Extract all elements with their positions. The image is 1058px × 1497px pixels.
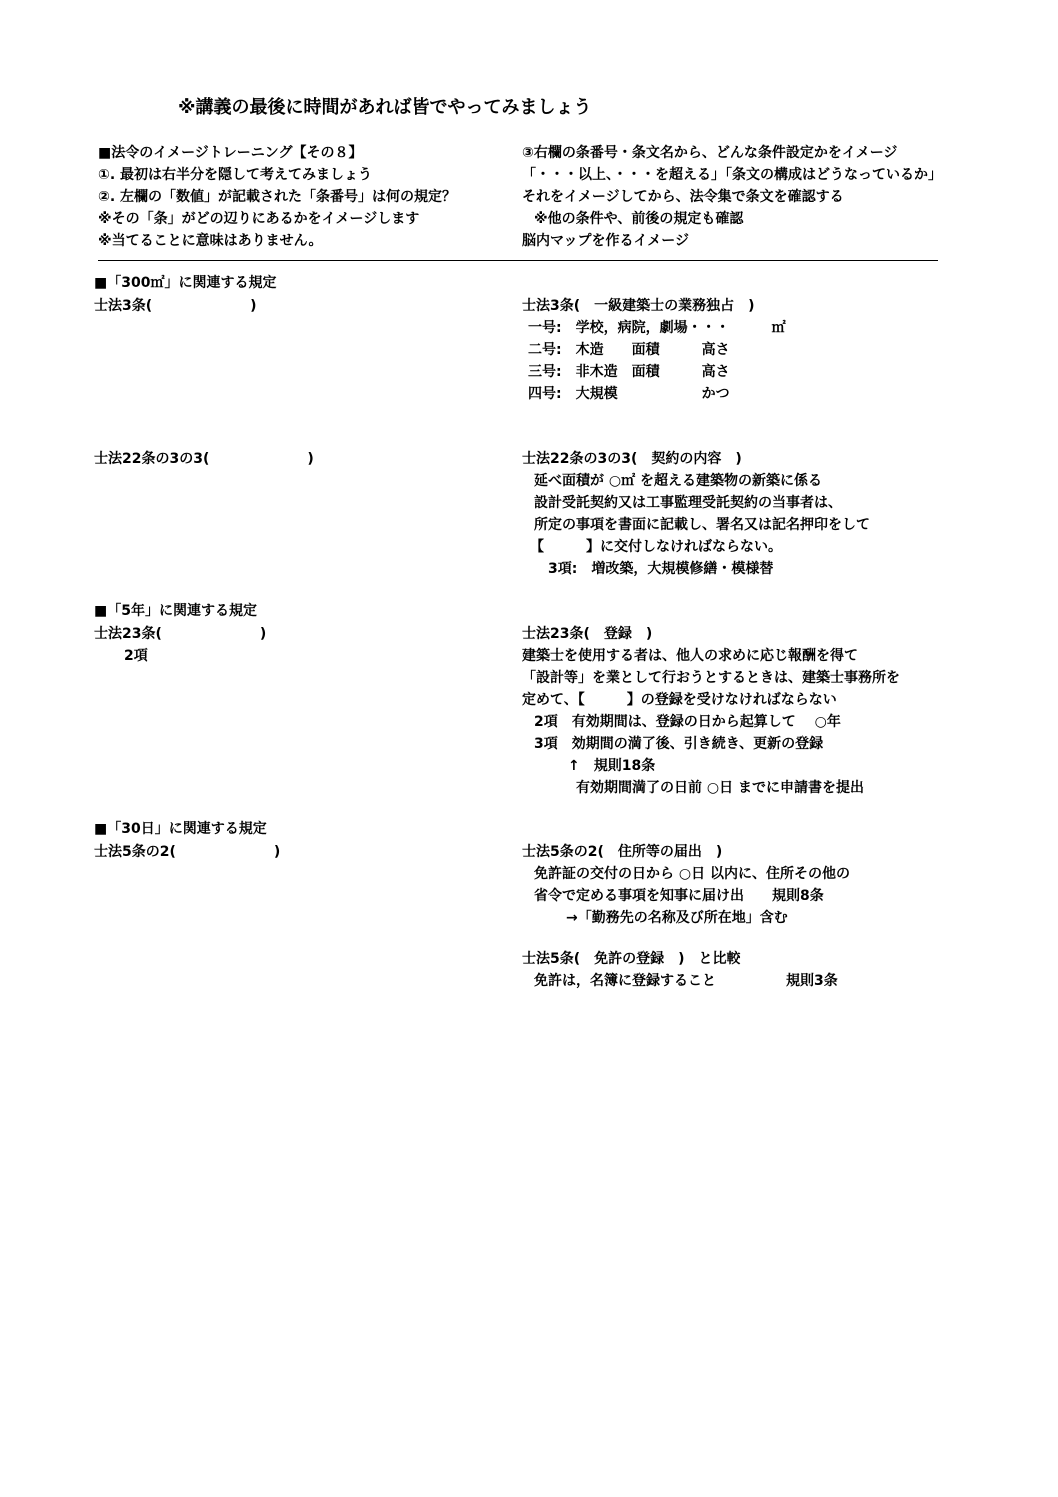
answer-line: 免許は，名簿に登録すること 規則3条 [534,973,838,989]
answer-title-shiho-5: 士法5条( 免許の登録 ) と比較 [522,951,741,967]
answer-line: 三号: 非木造 面積 高さ [528,364,730,380]
answer-line: →「勤務先の名称及び所在地」含む [566,910,788,926]
divider [98,260,938,261]
answer-line: 2項 有効期間は、登録の日から起算して ○年 [534,714,841,730]
intro-note-1: ※その「条」がどの辺りにあるかをイメージします [98,211,420,227]
answer-line: 延べ面積が ○㎡ を超える建築物の新築に係る [534,473,822,489]
intro-step-3: ③右欄の条番号・条文名から、どんな条件設定かをイメージ [522,145,898,161]
question-shiho-23: 士法23条( ) [94,626,267,642]
question-shiho-5-2: 士法5条の2( ) [94,844,281,860]
answer-line: 一号: 学校，病院，劇場・・・ ㎡ [528,320,786,336]
answer-line: 所定の事項を書面に記載し、署名又は記名押印をして [534,517,870,533]
answer-title-shiho-23: 士法23条( 登録 ) [522,626,653,642]
intro-right-line-3: それをイメージしてから、法令集で条文を確認する [522,189,844,205]
section-heading-5-years: ■「5年」に関連する規定 [94,603,257,619]
answer-line: ↑ 規則18条 [568,758,656,774]
intro-step-1: ①. 最初は右半分を隠して考えてみましょう [98,167,373,183]
answer-line: 「設計等」を業として行おうとするときは、建築士事務所を [522,670,900,686]
intro-heading: ■法令のイメージトレーニング【その８】 [98,145,363,161]
answer-line: 二号: 木造 面積 高さ [528,342,730,358]
answer-line: 3項: 増改築，大規模修繕・模様替 [548,561,774,577]
intro-step-2: ②. 左欄の「数値」が記載された「条番号」は何の規定？ [98,189,457,205]
answer-line: 【 】に交付しなければならない。 [530,539,782,555]
answer-line: 有効期間満了の日前 ○日 までに申請書を提出 [576,780,864,796]
answer-line: 定めて、【 】の登録を受けなければならない [522,692,837,708]
answer-line: 3項 効期間の満了後、引き続き、更新の登録 [534,736,824,752]
page-title: ※講義の最後に時間があれば皆でやってみましょう [178,97,592,118]
section-heading-30-days: ■「30日」に関連する規定 [94,821,267,837]
answer-title-shiho-5-2: 士法5条の2( 住所等の届出 ) [522,844,723,860]
question-sub-item: 2項 [124,648,148,664]
answer-line: 設計受託契約又は工事監理受託契約の当事者は、 [534,495,842,511]
answer-line: 免許証の交付の日から ○日 以内に、住所その他の [534,866,850,882]
intro-note-2: ※当てることに意味はありません。 [98,233,323,249]
answer-line: 四号: 大規模 かつ [528,386,730,402]
question-shiho-22-3-3: 士法22条の3の3( ) [94,451,314,467]
answer-title-shiho-22-3-3: 士法22条の3の3( 契約の内容 ) [522,451,742,467]
intro-right-line-5: 脳内マップを作るイメージ [522,233,690,249]
intro-right-line-4: ※他の条件や、前後の規定も確認 [534,211,744,227]
section-heading-300: ■「300㎡」に関連する規定 [94,275,277,291]
answer-line: 建築士を使用する者は、他人の求めに応じ報酬を得て [522,648,858,664]
intro-right-line-2: 「・・・以上、・・・を超える」「条文の構成はどうなっているか」 [522,167,942,183]
answer-title-shiho-3: 士法3条( 一級建築士の業務独占 ) [522,298,755,314]
answer-line: 省令で定める事項を知事に届け出 規則8条 [534,888,824,904]
question-shiho-3: 士法3条( ) [94,298,257,314]
